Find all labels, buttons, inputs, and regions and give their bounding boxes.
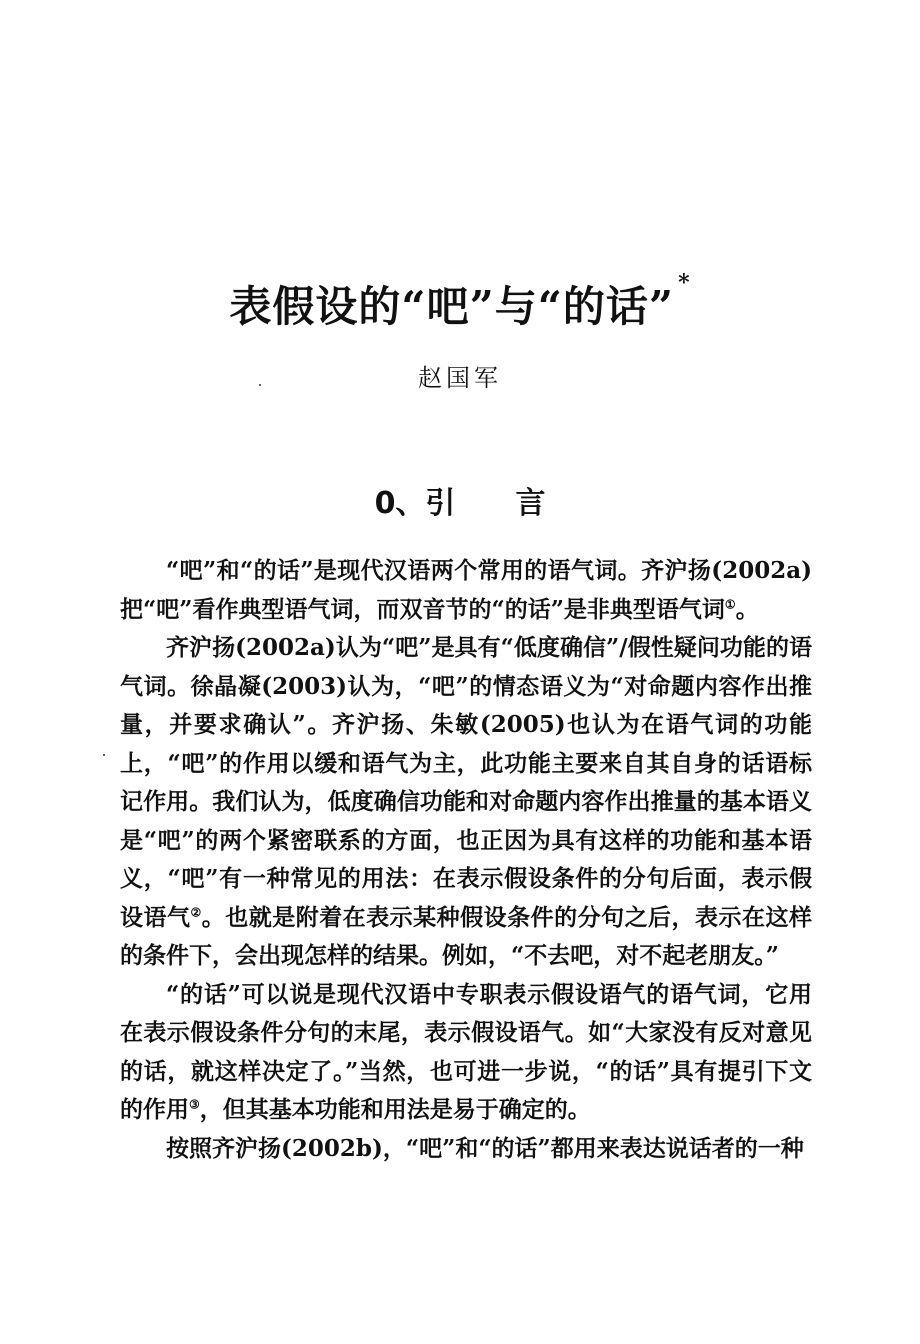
paragraph-4 bbox=[120, 1130, 812, 1169]
footnote-ref[interactable]: ② bbox=[190, 904, 202, 919]
paragraph-text: 。 bbox=[735, 595, 759, 623]
paragraph-text: “的话”可以说是现代汉语中专职表示假设语气的语气词，它用在表示假设条件分句的末尾，表示假设语气。如“大家没有反对意见的话，就这样决定了。”当然，也可进一步说，“的话”具有提引下文的作用 bbox=[120, 980, 812, 1123]
paragraph-text: 。也就是附着在表示某种假设条件的分句之后，表示在这样的条件下，会出现怎样的结果。例如，“不去吧，对不起老朋友。” bbox=[120, 903, 813, 969]
paragraph-1 bbox=[120, 552, 812, 629]
paragraph-text: 按照齐沪扬(2002b)，“吧”和“的话”都用来表达说话者的一种 bbox=[166, 1134, 804, 1162]
title-footnote-mark: * bbox=[678, 270, 691, 296]
body-text bbox=[120, 552, 812, 1168]
paper-title bbox=[0, 270, 920, 334]
paragraph-2 bbox=[120, 629, 812, 976]
paper-title-text: 表假设的“吧”与“的话” bbox=[229, 282, 675, 331]
footnote-ref[interactable]: ③ bbox=[189, 1097, 200, 1112]
paragraph-3 bbox=[120, 976, 812, 1130]
section-heading-number: 0、引 bbox=[374, 486, 456, 521]
scan-speck bbox=[103, 754, 105, 756]
footnote-ref[interactable]: ① bbox=[724, 596, 736, 611]
paragraph-text: ，但其基本功能和用法是易于确定的。 bbox=[199, 1096, 591, 1123]
paragraph-text: 齐沪扬(2002a)认为“吧”是具有“低度确信”/假性疑问功能的语气词。徐晶凝(2003)认为，“吧”的情态语义为“对命题内容作出推量，并要求确认”。齐沪扬、朱敏(2005)也认为在语气词的功能上，“吧”的作用以缓和语气为主，此功能主要来自其自身的话语标记作用。我们认为，低度确信功能和对命题内容作出推量的基本语义是“吧”的两个紧密联系的方面，也正因为具有这样的功能和基本语义，“吧”有一种常见的用法：在表示假设条件的分句后面，表示假设语气 bbox=[120, 634, 812, 931]
section-heading bbox=[0, 478, 920, 522]
paragraph-text: “吧”和“的话”是现代汉语两个常用的语气词。齐沪扬(2002a)把“吧”看作典型语气词，而双音节的“的话”是非典型语气词 bbox=[120, 557, 812, 623]
section-heading-word: 言 bbox=[515, 486, 546, 521]
scan-speck bbox=[259, 384, 261, 386]
author-name: 赵国军 bbox=[418, 364, 502, 392]
